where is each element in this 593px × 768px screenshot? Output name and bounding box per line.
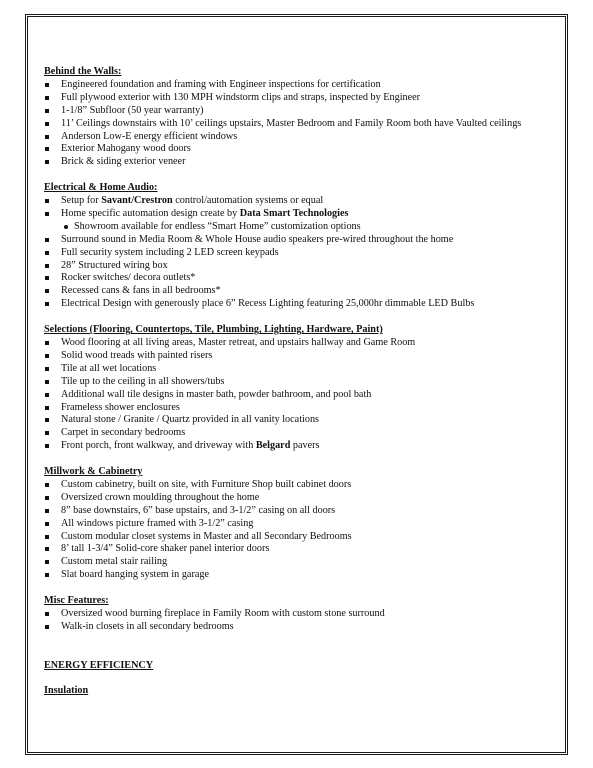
square-bullet-icon xyxy=(45,109,49,113)
list-item: Solid wood treads with painted risers xyxy=(44,350,564,363)
square-bullet-icon xyxy=(45,212,49,216)
list-item: 8’ tall 1-3/4” Solid-core shaker panel interior doors xyxy=(44,543,564,556)
section-behind-the-walls xyxy=(44,66,564,169)
document-body xyxy=(44,66,564,698)
list-item: Tile up to the ceiling in all showers/tubs xyxy=(44,376,564,389)
square-bullet-icon xyxy=(45,122,49,126)
list-item: Oversized wood burning fireplace in Family Room with custom stone surround xyxy=(44,608,564,621)
section-heading: Misc Features: xyxy=(44,595,109,607)
square-bullet-icon xyxy=(45,96,49,100)
list-item: Walk-in closets in all secondary bedrooms xyxy=(44,621,564,634)
square-bullet-icon xyxy=(45,509,49,513)
square-bullet-icon xyxy=(45,431,49,435)
section-selections xyxy=(44,324,564,453)
list-item: Slat board hanging system in garage xyxy=(44,569,564,582)
list-item: 8” base downstairs, 6” base upstairs, and 3-1/2” casing on all doors xyxy=(44,505,564,518)
list-item: Full plywood exterior with 130 MPH windstorm clips and straps, inspected by Engineer xyxy=(44,92,564,105)
list-item: Oversized crown moulding throughout the home xyxy=(44,492,564,505)
square-bullet-icon xyxy=(45,547,49,551)
list-item: Brick & siding exterior veneer xyxy=(44,156,564,169)
list-item: 28” Structured wiring box xyxy=(44,260,564,273)
square-bullet-icon xyxy=(45,367,49,371)
square-bullet-icon xyxy=(45,483,49,487)
square-bullet-icon xyxy=(45,238,49,242)
square-bullet-icon xyxy=(45,341,49,345)
square-bullet-icon xyxy=(45,393,49,397)
list-item: 11’ Ceilings downstairs with 10’ ceilings upstairs, Master Bedroom and Family Room both have Vaulted ceilings xyxy=(44,118,564,131)
list-item: Full security system including 2 LED screen keypads xyxy=(44,247,564,260)
section-heading: Behind the Walls: xyxy=(44,66,122,77)
list-item: All windows picture framed with 3-1/2” casing xyxy=(44,518,564,531)
section-millwork-cabinetry xyxy=(44,466,564,582)
list-item: Engineered foundation and framing with Engineer inspections for certification xyxy=(44,79,564,92)
square-bullet-icon xyxy=(45,522,49,526)
list-item: Custom metal stair railing xyxy=(44,556,564,569)
list-item: Front porch, front walkway, and driveway with Belgard pavers xyxy=(44,440,564,453)
square-bullet-icon xyxy=(45,560,49,564)
list-item: Rocker switches/ decora outlets* xyxy=(44,272,564,285)
square-bullet-icon xyxy=(45,612,49,616)
square-bullet-icon xyxy=(45,276,49,280)
list-item: Frameless shower enclosures xyxy=(44,402,564,415)
section-heading: Millwork & Cabinetry xyxy=(44,466,143,478)
list-item: Natural stone / Granite / Quartz provided in all vanity locations xyxy=(44,414,564,427)
square-bullet-icon xyxy=(45,264,49,268)
square-bullet-icon xyxy=(45,302,49,306)
square-bullet-icon xyxy=(45,444,49,448)
square-bullet-icon xyxy=(45,418,49,422)
square-bullet-icon xyxy=(45,496,49,500)
square-bullet-icon xyxy=(45,625,49,629)
list-item: Custom modular closet systems in Master and all Secondary Bedrooms xyxy=(44,531,564,544)
square-bullet-icon xyxy=(45,83,49,87)
section-electrical-home-audio xyxy=(44,182,564,311)
list-item: Tile at all wet locations xyxy=(44,363,564,376)
list-item: Home specific automation design create by Data Smart Technologies xyxy=(44,208,564,221)
list-item: Electrical Design with generously place 6” Recess Lighting featuring 25,000hr dimmable LED Bulbs xyxy=(44,298,564,311)
square-bullet-icon xyxy=(45,289,49,293)
square-bullet-icon xyxy=(45,573,49,577)
square-bullet-icon xyxy=(45,251,49,255)
list-item: 1-1/8” Subfloor (50 year warranty) xyxy=(44,105,564,118)
square-bullet-icon xyxy=(45,354,49,358)
square-bullet-icon xyxy=(45,160,49,164)
list-item: Surround sound in Media Room & Whole House audio speakers pre-wired throughout the home xyxy=(44,234,564,247)
list-item: Exterior Mahogany wood doors xyxy=(44,143,564,156)
square-bullet-icon xyxy=(45,147,49,151)
round-bullet-icon xyxy=(64,225,68,229)
list-item: Custom cabinetry, built on site, with Furniture Shop built cabinet doors xyxy=(44,479,564,492)
insulation-heading: Insulation xyxy=(44,685,89,697)
square-bullet-icon xyxy=(45,199,49,203)
list-item: Wood flooring at all living areas, Master retreat, and upstairs hallway and Game Room xyxy=(44,337,564,350)
section-heading: Selections (Flooring, Countertops, Tile, Plumbing, Lighting, Hardware, Paint) xyxy=(44,324,383,336)
list-item: Anderson Low-E energy efficient windows xyxy=(44,131,564,144)
square-bullet-icon xyxy=(45,135,49,139)
sub-list-item: Showroom available for endless “Smart Home” customization options xyxy=(44,221,564,234)
square-bullet-icon xyxy=(45,406,49,410)
section-heading: Electrical & Home Audio: xyxy=(44,182,158,194)
section-misc-features xyxy=(44,595,564,634)
square-bullet-icon xyxy=(45,380,49,384)
list-item: Setup for Savant/Crestron control/automation systems or equal xyxy=(44,195,564,208)
list-item: Additional wall tile designs in master bath, powder bathroom, and pool bath xyxy=(44,389,564,402)
energy-efficiency-heading: ENERGY EFFICIENCY xyxy=(44,659,154,671)
list-item: Recessed cans & fans in all bedrooms* xyxy=(44,285,564,298)
square-bullet-icon xyxy=(45,535,49,539)
list-item: Carpet in secondary bedrooms xyxy=(44,427,564,440)
